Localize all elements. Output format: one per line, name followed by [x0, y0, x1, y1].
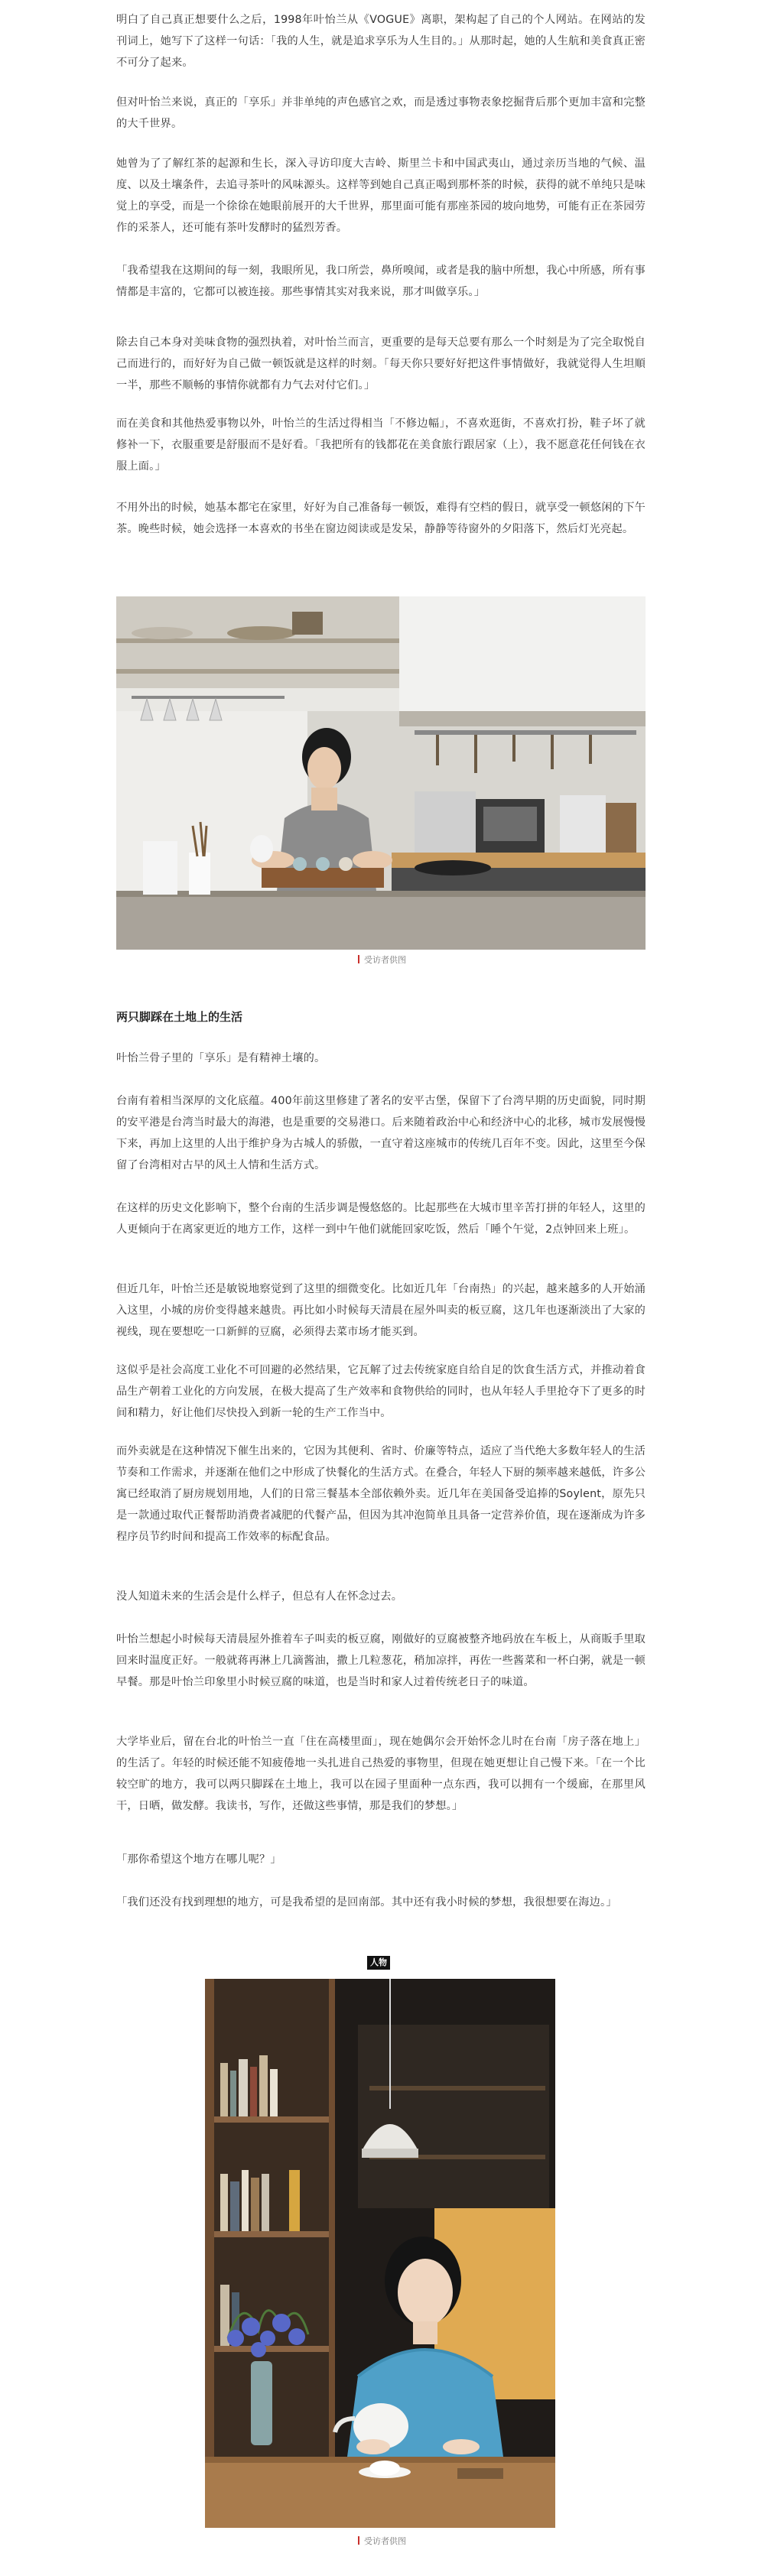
paragraph-text: 在这样的历史文化影响下，整个台南的生活步调是慢悠悠的。比起那些在大城市里辛苦打拼的年轻人，这里的人更倾向于在离家更近的地方工作，这样一到中午他们就能回家吃饭，然后「睡个午觉，2点钟回来上班」。: [116, 1202, 646, 1236]
kitchen-photo-illustration: [116, 596, 646, 950]
photo-caption: [358, 2535, 406, 2548]
paragraph-text: 而在美食和其他热爱事物以外，叶怡兰的生活过得相当「不修边幅」，不喜欢逛街，不喜欢打扮，鞋子坏了就修补一下，衣服重要是舒服而不是好看。「我把所有的钱都花在美食旅行跟居家（上），我不愿意花任何钱在衣服上面。」: [116, 417, 646, 473]
paragraph-text: 台南有着相当深厚的文化底蕴。400年前这里修建了著名的安平古堡，保留下了台湾早期的历史面貌，同时期的安平港是台湾当时最大的海港，也是重要的交易港口。后来随着政治中心和经济中心的北移，城市发展慢慢下来，再加上这里的人出于维护身为古城人的骄傲，一直守着这座城市的传统几百年不变。因此，这里至今保留了台湾相对古早的风土人情和生活方式。: [116, 1095, 646, 1171]
kitchen-photo: [116, 596, 646, 950]
paragraph: [116, 1629, 646, 1693]
paragraph: [116, 1892, 646, 1913]
paragraph-text: 这似乎是社会高度工业化不可回避的必然结果，它瓦解了过去传统家庭自给自足的饮食生活方式，并推动着食品生产朝着工业化的方向发展，在极大提高了生产效率和食物供给的同时，也从年轻人手里抢夺下了更多的时间和精力，好让他们尽快投入到新一轮的生产工作当中。: [116, 1364, 646, 1419]
paragraph-text: 叶怡兰骨子里的「享乐」是有精神土壤的。: [116, 1052, 326, 1064]
section-heading: [116, 1006, 646, 1028]
paragraph: [116, 332, 646, 396]
paragraph-text: 除去自己本身对美味食物的强烈执着，对叶怡兰而言，更重要的是每天总要有那么一个时刻是为了完全取悦自己而进行的，而好好为自己做一顿饭就是这样的时刻。「每天你只要好好把这件事情做好，我就觉得人生坦順一半，那些不顺畅的事情你就都有力气去对付它们。」: [116, 336, 646, 391]
paragraph: [116, 92, 646, 135]
caption-text: 受访者供图: [364, 2536, 406, 2546]
paragraph-text: 但近几年，叶怡兰还是敏锐地察觉到了这里的细微变化。比如近几年「台南热」的兴起，越来越多的人开始涌入这里，小城的房价变得越来越贵。再比如小时候每天清晨在屋外叫卖的板豆腐，这几年也逐渐淡出了大家的视线，现在要想吃一口新鲜的豆腐，必须得去菜市场才能买到。: [116, 1283, 646, 1338]
paragraph-text: 但对叶怡兰来说，真正的「享乐」并非单纯的声色感官之欢，而是透过事物表象挖掘背后那个更加丰富和完整的大千世界。: [116, 96, 646, 130]
caption-text: 受访者供图: [364, 955, 406, 965]
paragraph: [116, 1441, 646, 1548]
paragraph: [116, 260, 646, 303]
paragraph-text: 她曾为了了解红茶的起源和生长，深入寻访印度大吉岭、斯里兰卡和中国武夷山，通过亲历当地的气候、温度、以及土壤条件，去追寻茶叶的风味源头。这样等到她自己真正喝到那杯茶的时候，获得的就不单纯只是味觉上的享受，而是一个徐徐在她眼前展开的大千世界，那里面可能有那座茶园的坡向地势，可能有正在茶园劳作的采茶人，还可能有茶叶发酵时的猛烈芳香。: [116, 158, 646, 234]
photo-caption: [358, 954, 406, 966]
paragraph: [116, 1586, 646, 1607]
paragraph: [116, 153, 646, 239]
caption-marker: [358, 2536, 359, 2545]
section-title: 两只脚踩在土地上的生活: [116, 1010, 243, 1024]
paragraph-text: 不用外出的时候，她基本都宅在家里，好好为自己准备每一顿饭，难得有空档的假日，就享受一顿悠闲的下午茶。晚些时候，她会选择一本喜欢的书坐在窗边阅读或是发呆，静静等待窗外的夕阳落下，然后灯光亮起。: [116, 502, 646, 535]
paragraph: [116, 1197, 646, 1240]
paragraph: [116, 1359, 646, 1424]
paragraph: [116, 1731, 646, 1817]
publication-logo: 人物: [367, 1956, 390, 1970]
caption-marker: [358, 955, 359, 963]
tea-portrait-illustration: [205, 1979, 555, 2528]
paragraph: [116, 9, 646, 73]
paragraph-text: 而外卖就是在这种情况下催生出来的，它因为其便利、省时、价廉等特点，适应了当代绝大多数年轻人的生活节奏和工作需求，并逐渐在他们之中形成了快餐化的生活方式。在叠合，年轻人下厨的频率越来越低，许多公寓已经取消了厨房规划用地，人们的日常三餐基本全部依赖外卖。近几年在美国备受追捧的Soylent，原先只是一款通过取代正餐帮助消费者减肥的代餐产品，但因为其冲泡简单且具备一定营养价值，现在逐渐成为许多程序员节约时间和提高工作效率的标配食品。: [116, 1445, 646, 1543]
paragraph: [116, 1090, 646, 1176]
paragraph-text: 没人知道未来的生活会是什么样子，但总有人在怀念过去。: [116, 1590, 403, 1603]
paragraph-text: 叶怡兰想起小时候每天清晨屋外推着车子叫卖的板豆腐，刚做好的豆腐被整齐地码放在车板上，从商販手里取回来时温度正好。一般就蒋再淋上几滴酱油，撒上几粒葱花，稍加凉拌，再佐一些酱菜和一杯白粥，就是一顿早餐。那是叶怡兰印象里小时候豆腐的味道，也是当时和家人过着传统老日子的味道。: [116, 1633, 646, 1688]
paragraph: [116, 497, 646, 540]
paragraph: [116, 1048, 646, 1069]
paragraph: [116, 1849, 646, 1870]
paragraph-text: 大学毕业后，留在台北的叶怡兰一直「住在高楼里面」，现在她偶尔会开始怀念儿时在台南「房子落在地上」的生活了。年轻的时候还能不知疲倦地一头扎进自己热爱的事物里，但现在她更想让自己慢下来。「在一个比较空旷的地方，我可以两只脚踩在土地上，我可以在园子里面种一点东西，我可以拥有一个缓廊，在那里风干，日晒，做发酵。我读书，写作，还做这些事情，那是我们的梦想。」: [116, 1736, 646, 1812]
tea-portrait-photo: [205, 1979, 555, 2528]
paragraph: [116, 1278, 646, 1343]
paragraph-text: 明白了自己真正想要什么之后，1998年叶怡兰从《VOGUE》离职，架构起了自己的个人网站。在网站的发刊词上，她写下了这样一句话：「我的人生，就是追求享乐为人生目的。」从那时起，她的人生航和美食真正密不可分了起来。: [116, 14, 646, 69]
paragraph-text: 「我希望我在这期间的每一刻，我眼所见，我口所尝，鼻所嗅闻，或者是我的脑中所想，我心中所感，所有事情都是丰富的，它都可以被连接。那些事情其实对我来说，那才叫做享乐。」: [116, 265, 646, 298]
paragraph-text: 「那你希望这个地方在哪儿呢？」: [116, 1853, 281, 1866]
paragraph: [116, 413, 646, 477]
paragraph-text: 「我们还没有找到理想的地方，可是我希望的是回南部。其中还有我小时候的梦想，我很想要在海边。」: [116, 1896, 617, 1908]
